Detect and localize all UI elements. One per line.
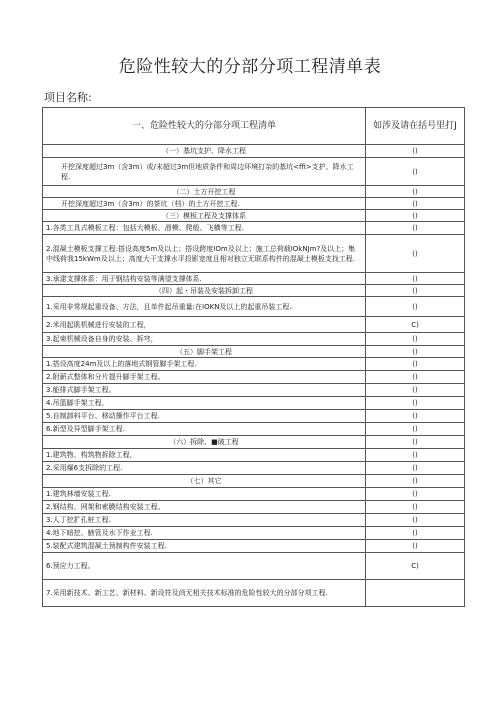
check-mark-field[interactable]: (): [366, 423, 465, 436]
table-row: [43, 297, 465, 317]
table-row: [43, 540, 465, 553]
check-mark-field[interactable]: (): [366, 397, 465, 410]
check-mark-field[interactable]: (): [366, 371, 465, 384]
check-mark-field[interactable]: (): [366, 222, 465, 235]
item-description: 2.米用起肌机械进行安装的工程，: [43, 317, 366, 333]
table-row: [43, 475, 465, 488]
check-mark-field[interactable]: (): [366, 462, 465, 475]
item-description: 2.附薪式整体和分片提升脚手架工程。: [43, 371, 366, 384]
check-mark-field[interactable]: (): [366, 410, 465, 423]
table-row: [43, 222, 465, 235]
hazard-checklist-table: [42, 107, 465, 607]
table-row: [43, 462, 465, 475]
item-description: 3.起柬机械设备自身的安装、拆穹，: [43, 333, 366, 346]
check-mark-field[interactable]: (): [366, 436, 465, 449]
item-description: 7.采用新技术、新工艺、新材料、新设符及尚无相关技术标准的危险性较大的分部分项工程.: [43, 580, 366, 607]
table-row: [43, 273, 465, 285]
section-heading: （四）起・吊装及安装拆卸工程: [43, 285, 366, 297]
check-mark-field[interactable]: (): [366, 346, 465, 358]
table-row: [43, 423, 465, 436]
check-mark-field[interactable]: (): [366, 514, 465, 527]
header-category: 一、危险性较大的分部分项工程清单: [43, 108, 366, 145]
item-description: 5.自制卸料平台、移动操作平台工程.: [43, 410, 366, 423]
check-mark-field[interactable]: (): [366, 384, 465, 397]
check-mark-field[interactable]: (): [366, 501, 465, 514]
item-description: 1.采用非常规起重设备、方法，且单件起吊重量:在IOKN及以上的起重吊装工程.: [43, 297, 366, 317]
section-heading: （七）其它: [43, 475, 366, 488]
table-row: [43, 436, 465, 449]
table-row: [43, 285, 465, 297]
item-description: 6.新型及异型脚手架工程.: [43, 423, 366, 436]
item-description: 4.地下暗挖、腋管及水下作业工程.: [43, 527, 366, 540]
table-row: [43, 210, 465, 222]
table-row: [43, 158, 465, 186]
section-heading: （三）模板工程及支撑体系: [43, 210, 366, 222]
check-mark-field[interactable]: (): [366, 235, 465, 273]
project-name-label: 项目名称:: [44, 91, 92, 104]
table-row: [43, 317, 465, 333]
check-mark-field[interactable]: (): [366, 145, 465, 158]
item-description: 2.钢结构、网架和索膜结构安装工程。: [43, 501, 366, 514]
item-description: 1.建筑林墙安装工程.: [43, 488, 366, 501]
table-row: [43, 235, 465, 273]
check-mark-field[interactable]: (): [366, 273, 465, 285]
check-mark-field[interactable]: C): [366, 317, 465, 333]
check-mark-field[interactable]: (): [366, 198, 465, 210]
table-row: [43, 346, 465, 358]
check-mark-field[interactable]: (): [366, 540, 465, 553]
item-description: 6.预应力工程。: [43, 553, 366, 580]
section-heading: （二）土方开挖工程: [43, 186, 366, 198]
check-mark-field[interactable]: (): [366, 488, 465, 501]
check-mark-field[interactable]: C): [366, 553, 465, 580]
item-description: 5.装配式建筑混凝土预制构件安装工程.: [43, 540, 366, 553]
table-row: [43, 580, 465, 607]
check-mark-field[interactable]: (): [366, 297, 465, 317]
check-mark-field[interactable]: (): [366, 527, 465, 540]
table-header-row: [43, 108, 465, 145]
table-row: [43, 514, 465, 527]
item-description: 开挖深度超过3m（含3m）的茶坑（档）的土方开挖工程.: [43, 198, 366, 210]
table-row: [43, 358, 465, 371]
table-row: [43, 410, 465, 423]
check-mark-field[interactable]: (): [366, 358, 465, 371]
item-description: 2.采用爆6支拆除的工程.: [43, 462, 366, 475]
check-mark-field[interactable]: (): [366, 333, 465, 346]
table-row: [43, 449, 465, 462]
section-heading: （五）脚手架工程: [43, 346, 366, 358]
item-description: 3.人丁挖扩孔桩工程.: [43, 514, 366, 527]
table-row: [43, 333, 465, 346]
check-mark-field[interactable]: (): [366, 449, 465, 462]
section-heading: （六）拆除、■破工程: [43, 436, 366, 449]
check-mark-field[interactable]: [366, 580, 465, 607]
item-description: 开挖深度超过3m（含3m）或/未超过3m但地质条件和周边环境打杂的基坑<ffi>支护、降水工程.: [43, 158, 366, 186]
check-mark-field[interactable]: (): [366, 186, 465, 198]
section-heading: （一）基坑支护、降水工程: [43, 145, 366, 158]
check-mark-field[interactable]: (): [366, 475, 465, 488]
check-mark-field[interactable]: (): [366, 210, 465, 222]
table-row: [43, 198, 465, 210]
table-row: [43, 145, 465, 158]
item-description: 3.承逮支撑体系：用于钢结构安装等满望支撑体系.: [43, 273, 366, 285]
table-row: [43, 488, 465, 501]
check-mark-field[interactable]: (): [366, 158, 465, 186]
item-description: 1.搭设高度24m及以上的落地式钢管脚手架工程.: [43, 358, 366, 371]
table-row: [43, 371, 465, 384]
item-description: 1.建筑物、构筑物拆除工程，: [43, 449, 366, 462]
table-row: [43, 397, 465, 410]
table-row: [43, 501, 465, 514]
check-mark-field[interactable]: (): [366, 285, 465, 297]
table-row: [43, 186, 465, 198]
item-description: 1.各类工具式模板工程：包括大模板、滑模、爬般、飞横等工程.: [43, 222, 366, 235]
table-row: [43, 527, 465, 540]
table-row: [43, 553, 465, 580]
table-row: [43, 384, 465, 397]
item-description: 3.能排式脚手架工程。: [43, 384, 366, 397]
header-check-instruction: 如涉及请在括号里打J: [366, 108, 465, 145]
document-title: 危险性较大的分部分项工程清单表: [118, 57, 382, 77]
item-description: 4.吊篮脚手架工程，: [43, 397, 366, 410]
item-description: 2.混凝土模板支撑工程:搭设高度5m及以上；搭设跨度IOm及以上；施工总荷载IOkNJm?及以上；集中线荷我15kWm及以上；高度大干支撑水平投影宽度且相对独立无联系构件的混凝土模板支找工程.: [43, 235, 366, 273]
